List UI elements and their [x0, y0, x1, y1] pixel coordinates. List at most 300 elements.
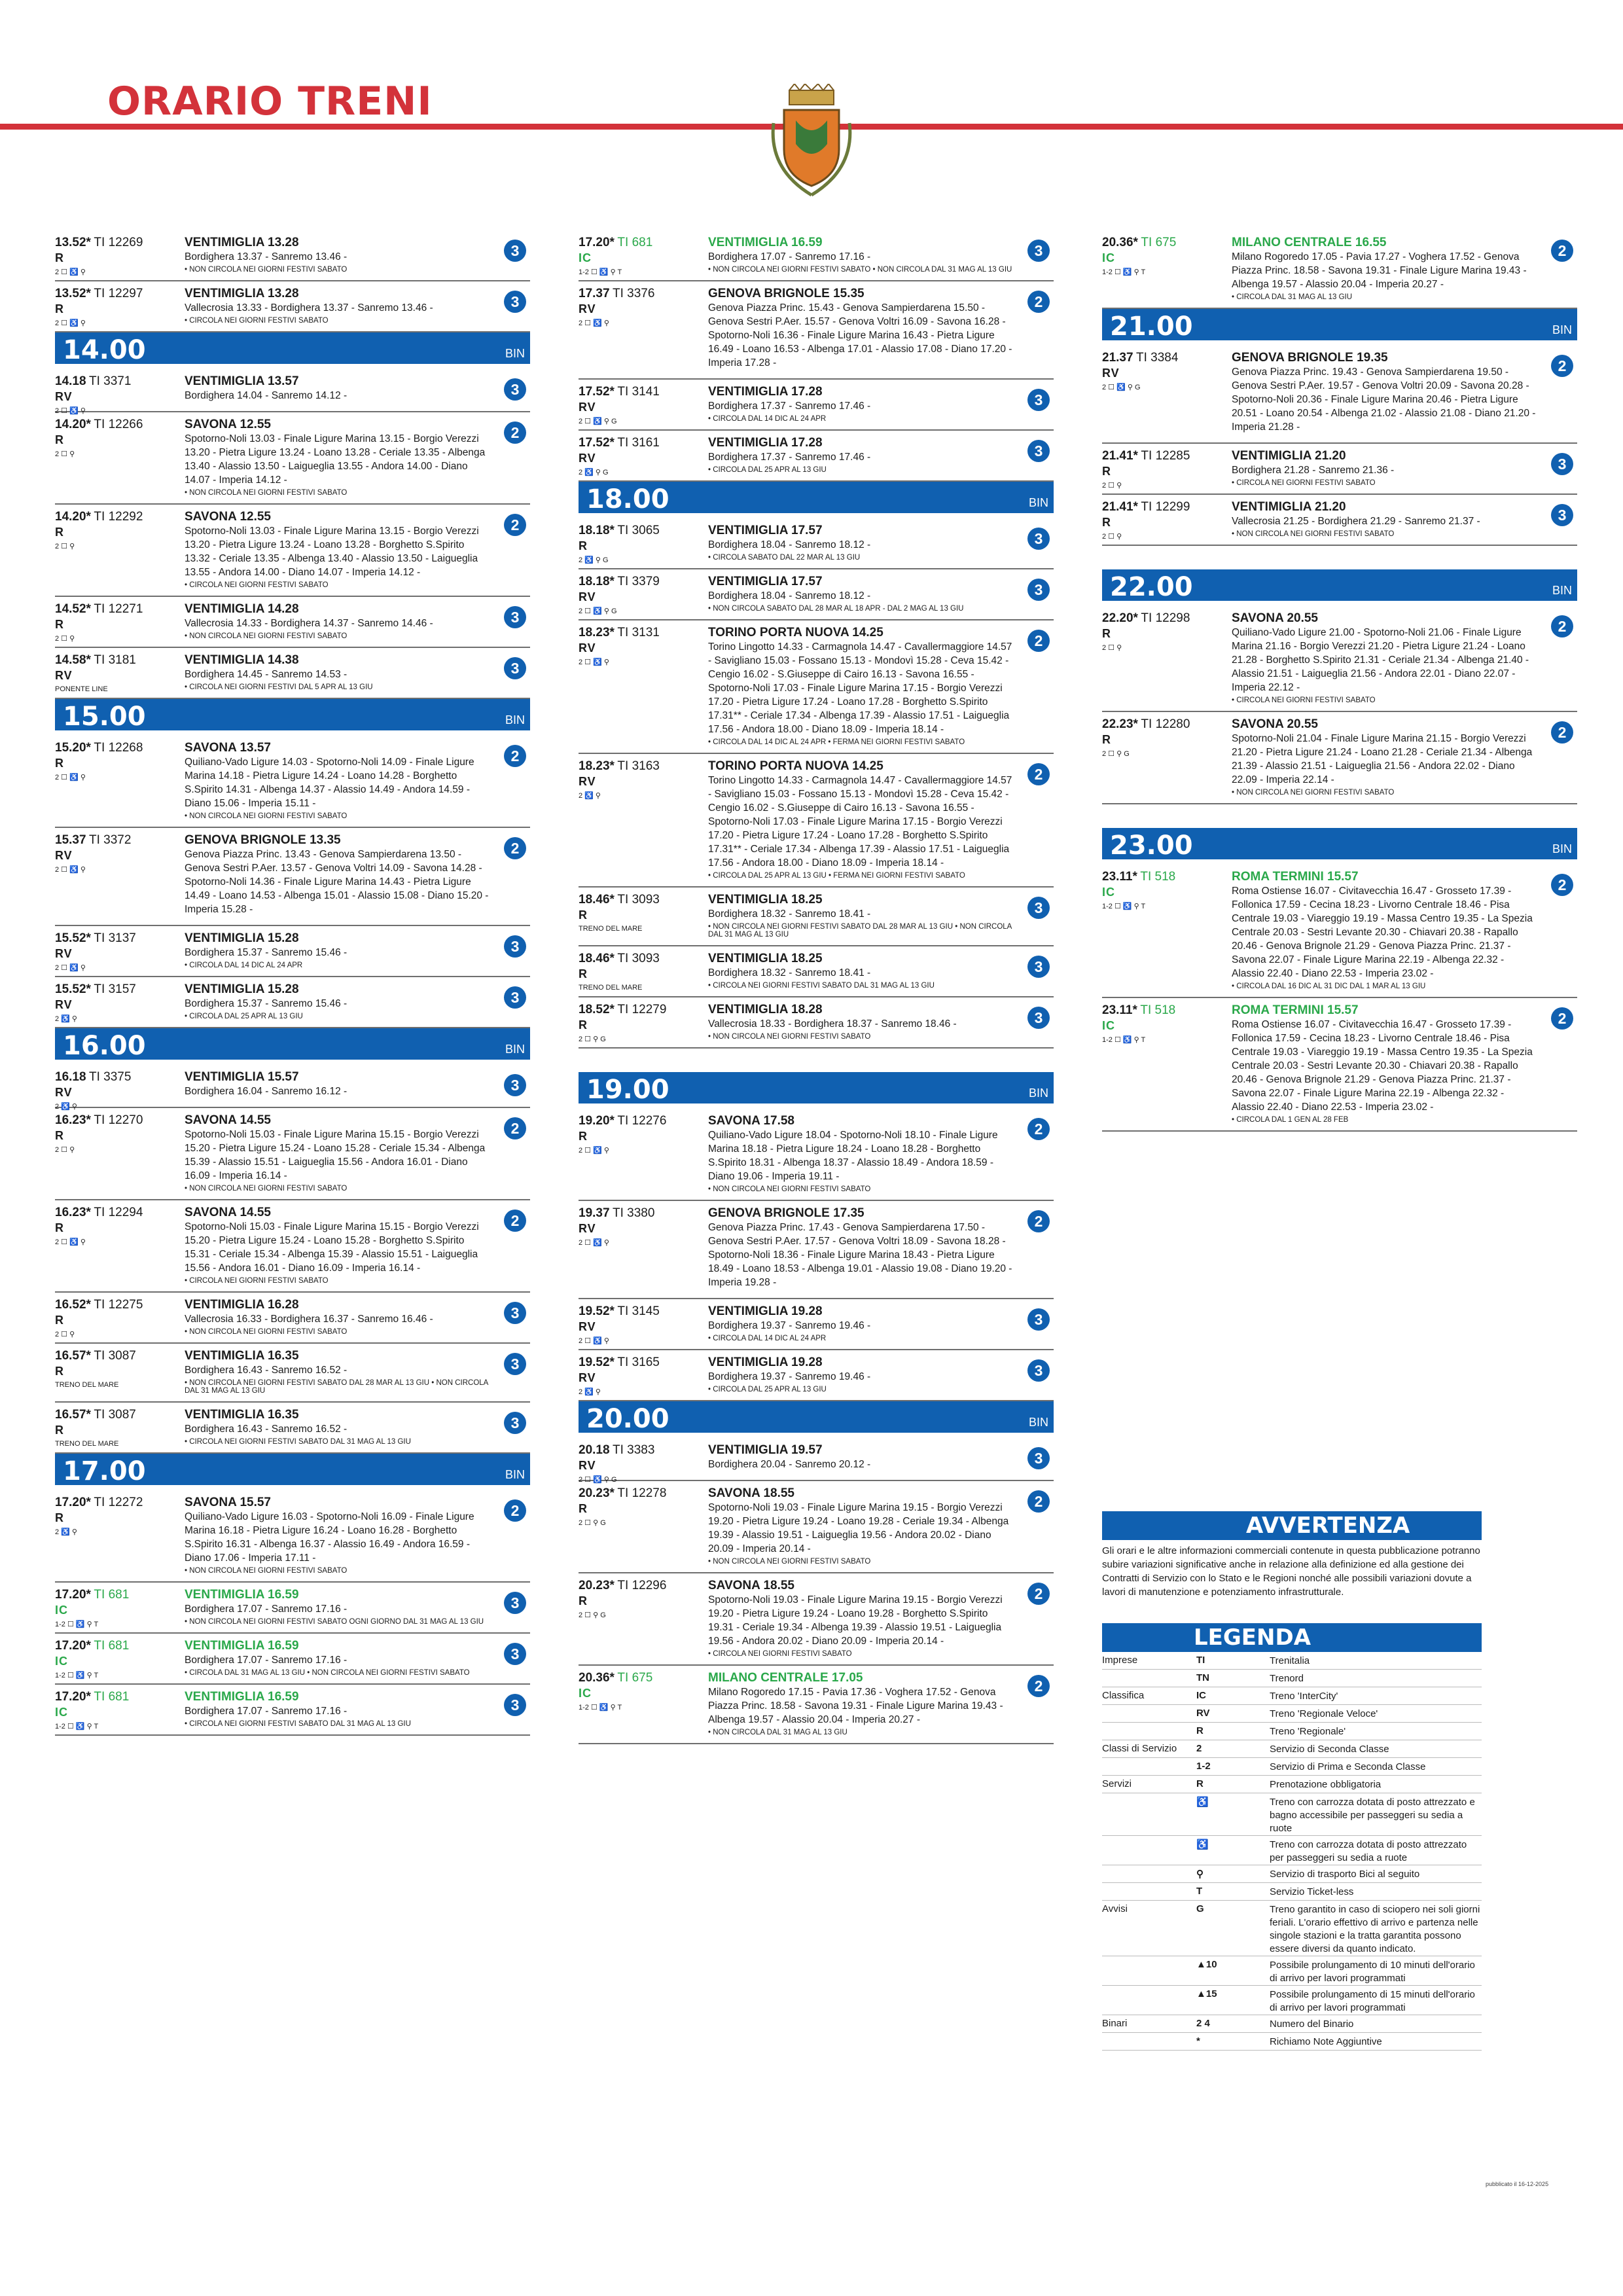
departure-time: 18.18*: [579, 524, 615, 537]
train-number: TI 3087: [94, 1408, 136, 1422]
legenda-row: [1102, 2015, 1482, 2033]
bin-label: BIN: [505, 713, 525, 726]
train-info: [55, 1639, 179, 1679]
running-conditions: • CIRCOLA NEI GIORNI FESTIVI SABATO: [708, 1650, 852, 1658]
train-category: R: [55, 1424, 64, 1437]
train-category: RV: [579, 401, 596, 414]
service-icons: 2 ☐ ♿ ⚲ G: [579, 607, 617, 615]
time-line: [579, 1579, 703, 1593]
train-category: RV: [579, 1371, 596, 1384]
time-line: [55, 1496, 179, 1510]
train-info: [579, 1355, 703, 1396]
platform-badge: 3: [504, 657, 526, 679]
train-category: RV: [579, 1320, 596, 1333]
train-entry: [55, 281, 530, 332]
service-icons: 2 ☐ ⚲: [55, 635, 75, 643]
train-number: TI 3145: [617, 1304, 660, 1318]
legenda-symbol: TI: [1196, 1655, 1205, 1666]
departure-time: 19.52*: [579, 1304, 615, 1318]
departure-time: 15.52*: [55, 982, 91, 996]
time-line: [579, 524, 703, 538]
train-route: [1232, 1003, 1538, 1124]
service-icons: 2 ☐ ⚲ G: [1102, 750, 1130, 758]
train-entry: [1102, 230, 1577, 309]
legenda-description: Numero del Binario: [1270, 2018, 1354, 2030]
train-entry: [579, 1666, 1054, 1744]
time-line: [579, 436, 703, 450]
stops-list: Quiliano-Vado Ligure 14.03 - Spotorno-Noli 14.09 - Finale Ligure Marina 14.18 - Pietra Ligure 14.24 - Loano 14.28 - Borghetto S.Spirito 14.31 - Albenga 14.37 - Alassio 14.49 - Andora 14.59 - Diano 15.06 - Imperia 15.11 -: [185, 757, 474, 809]
origin: SAVONA 18.55: [708, 1486, 794, 1500]
train-info: [579, 1206, 703, 1247]
train-category: R: [55, 1511, 64, 1524]
service-icons: 2 ☐ ♿ ⚲: [55, 774, 86, 781]
legenda-symbol: 2: [1196, 1743, 1202, 1754]
departure-time: 18.46*: [579, 893, 615, 906]
train-route: [1232, 717, 1538, 797]
train-entry: [55, 230, 530, 281]
train-entry: [55, 1293, 530, 1344]
train-route: [708, 524, 1014, 562]
train-entry: [579, 281, 1054, 380]
train-info: [579, 759, 703, 800]
train-route: [708, 1671, 1014, 1736]
train-route: [185, 1588, 491, 1626]
departure-time: 19.20*: [579, 1114, 615, 1128]
legenda-description: Servizio di Seconda Classe: [1270, 1744, 1389, 1755]
stops-list: Vallecrosia 13.33 - Bordighera 13.37 - Sanremo 13.46 -: [185, 302, 433, 314]
platform-badge: 3: [1027, 528, 1050, 550]
legenda-symbol: *: [1196, 2036, 1200, 2047]
time-line: [55, 1408, 179, 1422]
stops-list: Bordighera 19.37 - Sanremo 19.46 -: [708, 1371, 871, 1382]
departure-time: 17.20*: [55, 1690, 91, 1704]
stops-list: Bordighera 17.07 - Sanremo 17.16 -: [185, 1706, 348, 1717]
published-date: pubblicato il 16-12-2025: [1486, 2181, 1549, 2187]
bin-label: BIN: [1028, 496, 1048, 509]
stops-list: Bordighera 17.07 - Sanremo 17.16 -: [185, 1655, 348, 1666]
origin: SAVONA 12.55: [185, 418, 271, 431]
service-icons: 2 ☐ ♿ ⚲: [579, 1337, 609, 1345]
running-conditions: • CIRCOLA NEI GIORNI FESTIVI SABATO DAL 31 MAG AL 13 GIU: [185, 1720, 411, 1728]
train-number: TI 12294: [94, 1206, 143, 1219]
train-category: R: [55, 1221, 64, 1234]
train-info: [55, 510, 179, 550]
stops-list: Bordighera 18.32 - Sanremo 18.41 -: [708, 967, 871, 978]
train-info: [1102, 351, 1226, 391]
train-number: TI 3165: [617, 1355, 660, 1369]
train-info: [55, 287, 179, 327]
departure-time: 14.20*: [55, 510, 91, 524]
bin-label: BIN: [1028, 1416, 1048, 1429]
train-category: RV: [55, 849, 73, 862]
train-number: TI 3087: [94, 1349, 136, 1363]
train-number: TI 12276: [617, 1114, 667, 1128]
train-info: [55, 982, 179, 1023]
train-route: [185, 602, 491, 640]
departure-time: 14.52*: [55, 602, 91, 616]
platform-badge: 3: [1027, 897, 1050, 919]
train-entry: [55, 597, 530, 648]
stops-list: Milano Rogoredo 17.05 - Pavia 17.27 - Voghera 17.52 - Genova Piazza Princ. 18.58 - Savona 19.31 - Finale Ligure Marina 19.43 - Albenga 19.57 - Alassio 20.04 - Imperia 20.27 -: [1232, 251, 1527, 290]
service-icons: 2 ♿ ⚲ G: [579, 469, 609, 476]
train-number: TI 681: [94, 1639, 130, 1653]
train-route: [185, 1408, 491, 1446]
origin: VENTIMIGLIA 13.57: [185, 374, 299, 388]
train-route: [708, 626, 1014, 746]
stops-list: Genova Piazza Princ. 19.43 - Genova Sampierdarena 19.50 - Genova Sestri P.Aer. 19.57 - Genova Voltri 20.09 - Savona 20.28 - Spotorno-Noli 20.36 - Finale Ligure Marina 20.46 - Pietra Ligure 20.51 - Loano 20.54 - Albenga 21.02 - Alassio 21.08 - Diano 21.20 - Imperia 21.28 -: [1232, 367, 1536, 433]
running-conditions: • CIRCOLA DAL 25 APR AL 13 GIU: [708, 466, 827, 474]
stops-list: Bordighera 16.04 - Sanremo 16.12 -: [185, 1086, 348, 1097]
platform-badge: 3: [1551, 504, 1573, 526]
service-icons: 2 ☐ ⚲: [1102, 644, 1122, 652]
time-line: [579, 1355, 703, 1370]
legenda-row: [1102, 1865, 1482, 1883]
train-entry: [1102, 444, 1577, 495]
hour-header: [1102, 569, 1577, 601]
platform-badge: 2: [504, 1117, 526, 1139]
service-icons: 2 ☐ ♿ ⚲: [55, 407, 86, 415]
time-line: [1102, 449, 1226, 463]
train-number: TI 3383: [613, 1443, 655, 1457]
time-line: [579, 1443, 703, 1458]
train-info: [55, 741, 179, 781]
train-entry: [55, 1490, 530, 1583]
train-route: [185, 1070, 491, 1098]
legenda-row: [1102, 1758, 1482, 1776]
stops-list: Bordighera 17.07 - Sanremo 17.16 -: [185, 1604, 348, 1615]
origin: SAVONA 12.55: [185, 510, 271, 524]
train-category: R: [579, 908, 588, 922]
legenda-category: Imprese: [1102, 1655, 1138, 1666]
service-icons: 1-2 ☐ ♿ ⚲ T: [579, 268, 622, 276]
platform-badge: 2: [1027, 1583, 1050, 1605]
stops-list: Spotorno-Noli 15.03 - Finale Ligure Marina 15.15 - Borgio Verezzi 15.20 - Pietra Ligure 15.24 - Loano 15.28 - Borghetto S.Spirito 15.31 - Ceriale 15.34 - Albenga 15.39 - Alassio 15.51 - Laigueglia 15.56 - Andora 16.01 - Diano 16.09 - Imperia 16.14 -: [185, 1221, 479, 1274]
origin: VENTIMIGLIA 19.28: [708, 1355, 823, 1369]
legenda-symbol: TN: [1196, 1672, 1209, 1683]
running-conditions: • CIRCOLA DAL 14 DIC AL 24 APR • FERMA NEI GIORNI FESTIVI SABATO: [708, 738, 965, 746]
legenda-description: Possibile prolungamento di 10 minuti dell'orario di arrivo per lavori programmati: [1270, 1960, 1475, 1984]
train-info: [579, 1003, 703, 1043]
train-info: [579, 287, 703, 327]
train-info: [55, 1408, 179, 1448]
train-info: [55, 602, 179, 643]
train-info: [55, 418, 179, 458]
train-info: [55, 1588, 179, 1628]
train-entry: [55, 1685, 530, 1736]
running-conditions: • NON CIRCOLA NEI GIORNI FESTIVI SABATO: [185, 266, 348, 274]
origin: VENTIMIGLIA 21.20: [1232, 449, 1346, 463]
bin-label: BIN: [1552, 323, 1572, 336]
train-entry: [1102, 495, 1577, 546]
train-info: [1102, 717, 1226, 758]
platform-badge: 3: [504, 1412, 526, 1434]
platform-badge: 3: [504, 935, 526, 958]
train-category: R: [55, 302, 64, 315]
platform-badge: 3: [1027, 1308, 1050, 1331]
departure-time: 20.36*: [1102, 236, 1138, 249]
bin-label: BIN: [505, 1468, 525, 1481]
stops-list: Bordighera 15.37 - Sanremo 15.46 -: [185, 998, 348, 1009]
train-entry: [579, 518, 1054, 569]
platform-badge: 3: [1551, 453, 1573, 475]
train-entry: [55, 505, 530, 597]
origin: VENTIMIGLIA 18.25: [708, 893, 823, 906]
running-conditions: • CIRCOLA DAL 25 APR AL 13 GIU • FERMA NEI GIORNI FESTIVI SABATO: [708, 872, 965, 880]
train-category: R: [55, 1314, 64, 1327]
legenda-description: Treno 'Regionale': [1270, 1726, 1346, 1737]
origin: SAVONA 14.55: [185, 1206, 271, 1219]
service-icons: 2 ☐ ⚲ G: [579, 1035, 606, 1043]
train-info: [579, 1579, 703, 1619]
legenda-description: Prenotazione obbligatoria: [1270, 1779, 1382, 1790]
train-route: [185, 1349, 491, 1395]
train-info: [579, 436, 703, 476]
train-route: [1232, 611, 1538, 704]
train-info: [1102, 236, 1226, 276]
time-line: [579, 236, 703, 250]
train-category: R: [1102, 733, 1111, 746]
train-category: R: [579, 1502, 588, 1515]
legenda-description: Servizio Ticket-less: [1270, 1886, 1354, 1897]
bin-label: BIN: [505, 1043, 525, 1056]
origin: ROMA TERMINI 15.57: [1232, 870, 1359, 884]
legenda-symbol: G: [1196, 1903, 1204, 1914]
departure-time: 17.52*: [579, 436, 615, 450]
train-number: TI 3376: [613, 287, 655, 300]
departure-time: 20.36*: [579, 1671, 615, 1685]
train-route: [708, 1304, 1014, 1342]
legenda-symbol: R: [1196, 1725, 1204, 1736]
departure-time: 18.52*: [579, 1003, 615, 1016]
train-entry: [579, 1350, 1054, 1401]
running-conditions: • CIRCOLA NEI GIORNI FESTIVI SABATO: [185, 317, 329, 325]
train-number: TI 12272: [94, 1496, 143, 1509]
train-info: [55, 236, 179, 276]
train-entry: [579, 754, 1054, 888]
hour-label: 20.00: [586, 1404, 669, 1434]
departure-time: 23.11*: [1102, 1003, 1137, 1017]
time-line: [55, 374, 179, 389]
platform-badge: 2: [1551, 615, 1573, 637]
legenda-description: Trenord: [1270, 1673, 1304, 1684]
train-info: [579, 575, 703, 615]
train-category: RV: [579, 302, 596, 315]
train-info: [55, 833, 179, 874]
running-conditions: • NON CIRCOLA NEI GIORNI FESTIVI SABATO: [185, 632, 348, 640]
spacer: [1102, 546, 1577, 569]
train-category: R: [55, 433, 64, 446]
origin: VENTIMIGLIA 19.57: [708, 1443, 823, 1457]
legenda-row: [1102, 1687, 1482, 1705]
service-icons: 1-2 ☐ ♿ ⚲ T: [55, 1723, 99, 1731]
time-line: [55, 1070, 179, 1085]
train-route: [185, 1690, 491, 1728]
service-icons: 2 ☐ ♿ ⚲: [55, 319, 86, 327]
legenda-symbol: ▲15: [1196, 1988, 1217, 2000]
legenda-description: Treno con carrozza dotata di posto attrezzato e bagno accessibile per passeggeri su sedia a ruote: [1270, 1797, 1475, 1834]
train-number: TI 3379: [617, 575, 660, 588]
train-entry: [55, 1403, 530, 1454]
train-entry: [55, 828, 530, 926]
train-number: TI 12292: [94, 510, 143, 524]
legenda-description: Treno 'Regionale Veloce': [1270, 1708, 1378, 1719]
train-entry: [579, 569, 1054, 620]
time-line: [579, 1003, 703, 1017]
train-route: [708, 1355, 1014, 1393]
train-number: TI 681: [617, 236, 653, 249]
running-conditions: • NON CIRCOLA NEI GIORNI FESTIVI SABATO DAL 28 MAR AL 13 GIU • NON CIRCOLA DAL 31 MAG AL 13 GIU: [185, 1379, 488, 1395]
service-icons: 2 ♿ ⚲: [55, 1528, 77, 1536]
departure-time: 14.58*: [55, 653, 91, 667]
train-info: [55, 653, 179, 693]
train-route: [1232, 236, 1538, 301]
time-line: [1102, 236, 1226, 250]
legenda-description: Treno garantito in caso di sciopero nei soli giorni feriali. L'orario effettivo di arrivo e partenza nelle singole stazioni e la tratta garantita possono essere diversi da quanto indicato.: [1270, 1904, 1480, 1954]
train-number: TI 3181: [94, 653, 136, 667]
hour-header: [1102, 309, 1577, 340]
train-info: [55, 1298, 179, 1338]
legenda-category: Classifica: [1102, 1690, 1145, 1701]
legenda-box: [1102, 1623, 1482, 2051]
train-entry: [579, 1573, 1054, 1666]
service-icons: 2 ☐ ♿ ⚲: [55, 866, 86, 874]
hour-header: [579, 482, 1054, 513]
train-route: [708, 236, 1014, 274]
service-icons: 2 ♿ ⚲: [579, 1388, 601, 1396]
legenda-row: [1102, 1883, 1482, 1901]
stops-list: Bordighera 20.04 - Sanremo 20.12 -: [708, 1459, 871, 1470]
platform-badge: 3: [504, 986, 526, 1009]
time-line: [579, 1206, 703, 1221]
platform-badge: 3: [504, 291, 526, 313]
service-icons: 1-2 ☐ ♿ ⚲ T: [55, 1621, 99, 1628]
train-route: [185, 1639, 491, 1677]
train-number: TI 3131: [617, 626, 660, 639]
column-2: [579, 230, 1054, 1744]
legenda-symbol: 1-2: [1196, 1761, 1211, 1772]
train-entry: [1102, 865, 1577, 998]
avvertenza-box: [1102, 1511, 1482, 1599]
hour-label: 14.00: [63, 335, 146, 365]
train-info: [1102, 500, 1226, 541]
legenda-symbol: ♿: [1196, 1797, 1209, 1808]
train-info: [579, 524, 703, 564]
crest-emblem: [767, 84, 856, 199]
origin: SAVONA 15.57: [185, 1496, 271, 1509]
train-number: TI 3380: [613, 1206, 655, 1220]
train-entry: [579, 1299, 1054, 1350]
platform-badge: 2: [504, 837, 526, 859]
origin: VENTIMIGLIA 15.57: [185, 1070, 299, 1084]
train-entry: [55, 1344, 530, 1403]
stops-list: Spotorno-Noli 19.03 - Finale Ligure Marina 19.15 - Borgio Verezzi 19.20 - Pietra Ligure 19.24 - Loano 19.28 - Ceriale 19.34 - Albenga 19.39 - Alassio 19.51 - Laigueglia 19.56 - Andora 20.02 - Diano 20.09 - Imperia 20.14 -: [708, 1502, 1009, 1554]
train-number: TI 12298: [1141, 611, 1190, 625]
service-icons: TRENO DEL MARE: [55, 1440, 119, 1448]
origin: SAVONA 20.55: [1232, 611, 1318, 625]
origin: VENTIMIGLIA 13.28: [185, 287, 299, 300]
service-icons: 1-2 ☐ ♿ ⚲ T: [1102, 1036, 1146, 1044]
origin: VENTIMIGLIA 17.28: [708, 436, 823, 450]
train-entry: [55, 369, 530, 415]
time-line: [579, 1114, 703, 1128]
time-line: [1102, 611, 1226, 626]
platform-badge: 2: [504, 422, 526, 444]
legenda-row: [1102, 1740, 1482, 1758]
train-entry: [55, 1108, 530, 1200]
train-number: TI 3161: [617, 436, 660, 450]
stops-list: Bordighera 14.45 - Sanremo 14.53 -: [185, 669, 348, 680]
origin: VENTIMIGLIA 16.35: [185, 1408, 299, 1422]
platform-badge: 3: [504, 240, 526, 262]
platform-badge: 3: [1027, 389, 1050, 411]
platform-badge: 2: [1027, 1210, 1050, 1232]
legenda-row: [1102, 1956, 1482, 1986]
hour-header: [579, 1401, 1054, 1433]
time-line: [55, 833, 179, 848]
departure-time: 21.41*: [1102, 449, 1138, 463]
platform-badge: 2: [504, 1499, 526, 1522]
running-conditions: • NON CIRCOLA NEI GIORNI FESTIVI SABATO DAL 28 MAR AL 13 GIU • NON CIRCOLA DAL 31 MAG AL 13 GIU: [708, 923, 1012, 939]
train-info: [55, 931, 179, 972]
departure-time: 16.52*: [55, 1298, 91, 1312]
train-route: [1232, 500, 1538, 538]
stops-list: Vallecrosia 16.33 - Bordighera 16.37 - Sanremo 16.46 -: [185, 1314, 433, 1325]
time-line: [55, 602, 179, 617]
departure-time: 21.37: [1102, 351, 1133, 365]
stops-list: Genova Piazza Princ. 15.43 - Genova Sampierdarena 15.50 - Genova Sestri P.Aer. 15.57 - Genova Voltri 16.09 - Savona 16.28 - Spotorno-Noli 16.36 - Finale Ligure Marina 16.43 - Pietra Ligure 16.49 - Loano 16.53 - Albenga 17.01 - Alassio 17.08 - Diano 17.20 - Imperia 17.28 -: [708, 302, 1012, 368]
hour-label: 15.00: [63, 702, 146, 732]
train-number: TI 681: [94, 1588, 130, 1602]
train-category: RV: [55, 669, 73, 682]
platform-badge: 2: [1551, 874, 1573, 896]
time-line: [55, 982, 179, 997]
time-line: [1102, 500, 1226, 514]
time-line: [55, 1298, 179, 1312]
time-line: [1102, 717, 1226, 732]
origin: VENTIMIGLIA 16.59: [185, 1690, 299, 1704]
running-conditions: • CIRCOLA DAL 14 DIC AL 24 APR: [185, 961, 303, 969]
train-route: [708, 436, 1014, 474]
train-category: R: [579, 1130, 588, 1143]
train-entry: [55, 412, 530, 505]
departure-time: 15.52*: [55, 931, 91, 945]
train-route: [708, 385, 1014, 423]
train-info: [55, 1496, 179, 1536]
train-route: [708, 952, 1014, 990]
service-icons: 1-2 ☐ ♿ ⚲ T: [1102, 268, 1146, 276]
train-info: [579, 385, 703, 425]
train-number: TI 3065: [617, 524, 660, 537]
departure-time: 18.23*: [579, 759, 615, 773]
running-conditions: • NON CIRCOLA NEI GIORNI FESTIVI SABATO • NON CIRCOLA DAL 31 MAG AL 13 GIU: [708, 266, 1012, 274]
hour-header: [55, 1454, 530, 1485]
service-icons: 2 ♿ ⚲: [55, 1103, 77, 1111]
train-info: [579, 1114, 703, 1155]
time-line: [55, 1113, 179, 1128]
departure-time: 19.37: [579, 1206, 610, 1220]
train-number: TI 3157: [94, 982, 136, 996]
stops-list: Bordighera 17.07 - Sanremo 17.16 -: [708, 251, 871, 262]
running-conditions: • NON CIRCOLA NEI GIORNI FESTIVI SABATO: [185, 1567, 348, 1575]
train-category: IC: [1102, 886, 1115, 899]
origin: SAVONA 13.57: [185, 741, 271, 755]
stops-list: Bordighera 16.43 - Sanremo 16.52 -: [185, 1365, 348, 1376]
time-line: [579, 1304, 703, 1319]
time-line: [55, 1639, 179, 1653]
departure-time: 16.18: [55, 1070, 86, 1084]
stops-list: Torino Lingotto 14.33 - Carmagnola 14.47 - Cavallermaggiore 14.57 - Savigliano 15.03 - Fossano 15.13 - Mondovì 15.28 - Ceva 15.42 - Cengio 16.02 - S.Giuseppe di Cairo 16.13 - Savona 16.55 - Spotorno-Noli 17.03 - Finale Ligure Marina 17.15 - Borgio Verezzi 17.20 - Pietra Ligure 17.24 - Loano 17.28 - Borghetto S.Spirito 17.31** - Ceriale 17.34 - Albenga 17.39 - Alassio 17.51 - Laigueglia 17.56 - Andora 18.00 - Diano 18.09 - Imperia 18.14 -: [708, 641, 1012, 735]
running-conditions: • NON CIRCOLA NEI GIORNI FESTIVI SABATO: [1232, 530, 1395, 538]
